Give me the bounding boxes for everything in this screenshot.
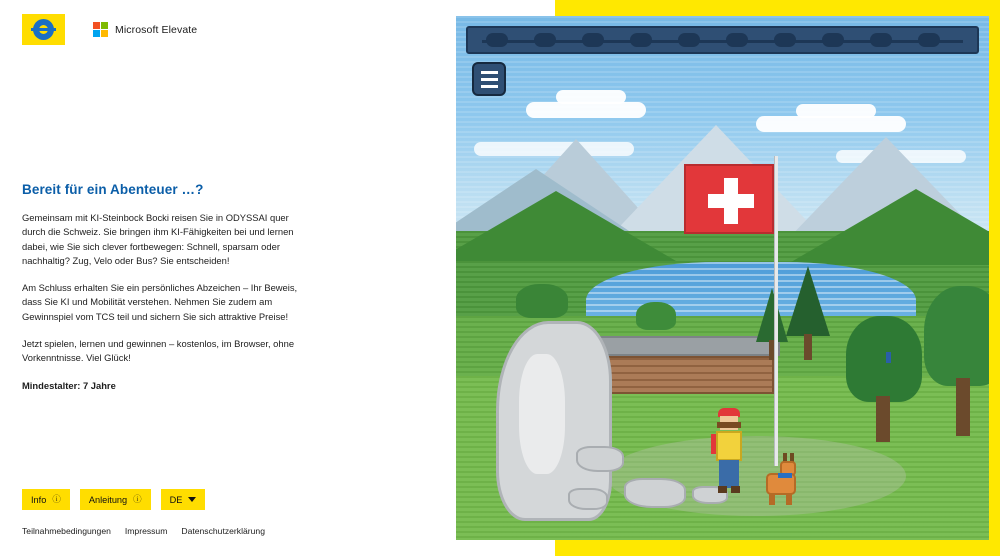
flag-cross-horizontal	[708, 194, 754, 208]
ibex-companion[interactable]	[764, 459, 798, 505]
tree-trunk	[804, 334, 812, 360]
rock	[624, 478, 686, 508]
swiss-flag	[684, 164, 774, 234]
info-button-label: Info	[31, 494, 47, 505]
chalet-wall	[584, 356, 774, 394]
character-boot-left	[718, 486, 727, 493]
top-bar-node	[678, 33, 700, 47]
deciduous-tree	[846, 316, 922, 402]
hill-slope-left	[456, 188, 676, 261]
flag-pole	[774, 156, 778, 466]
intro-paragraph-3: Jetzt spielen, lernen und gewinnen – kostenlos, im Browser, ohne Vorkenntnisse. Viel Glück!	[22, 338, 295, 364]
chalet-roof	[578, 336, 780, 356]
language-select-label: DE	[169, 494, 183, 505]
info-button[interactable]	[22, 489, 70, 510]
link-datenschutzerklaerung[interactable]: Datenschutzerklärung	[181, 526, 265, 536]
chevron-down-icon	[188, 497, 196, 502]
conifer-tree	[756, 288, 788, 342]
character-boot-right	[731, 486, 740, 493]
top-bar-node	[582, 33, 604, 47]
ibex-scarf	[778, 473, 792, 478]
intro-paragraph-2: Am Schluss erhalten Sie ein persönliches Abzeichen – Ihr Beweis, dass Sie KI und Mobilität verstehen. Nehmen Sie zudem am Gewinnspiel vom TCS teil und sichern Sie sich attraktive Preise!	[22, 282, 298, 322]
player-character[interactable]	[711, 408, 747, 508]
anleitung-button[interactable]	[80, 489, 151, 510]
info-circle-icon: ⓘ	[133, 494, 142, 505]
top-bar-node	[822, 33, 844, 47]
link-impressum[interactable]: Impressum	[124, 526, 168, 536]
top-bar-node	[534, 33, 556, 47]
top-bar-node	[870, 33, 892, 47]
top-bar-node	[774, 33, 796, 47]
info-circle-icon: ⓘ	[52, 494, 61, 505]
tree-trunk	[956, 378, 970, 436]
rock	[568, 488, 608, 510]
intro-paragraph-1: Gemeinsam mit KI-Steinbock Bocki reisen Sie in ODYSSAI quer durch die Schweiz. Sie bringen ihm KI-Fähigkeiten bei und lernen dabei, wie Sie sich clever fortbewegen: Schnell, sparsam oder nachhaltig? Zug, Velo oder Bus? Sie entscheiden!	[22, 212, 294, 266]
hamburger-icon-line	[481, 78, 498, 81]
top-bar-node	[726, 33, 748, 47]
game-viewport[interactable]	[456, 16, 989, 540]
microsoft-elevate-logo	[93, 22, 197, 37]
deciduous-tree	[924, 286, 989, 386]
ibex-leg-back	[786, 493, 792, 505]
game-panel	[555, 0, 1000, 556]
rock	[576, 446, 624, 472]
alpine-chalet[interactable]	[584, 336, 774, 394]
header-logos	[22, 14, 197, 45]
cloud	[796, 104, 876, 118]
conifer-tree	[786, 266, 830, 336]
microsoft-grid-icon	[93, 22, 108, 37]
ibex-logo[interactable]	[22, 14, 65, 45]
intro-content	[22, 182, 312, 393]
ibex-leg-front	[769, 493, 775, 505]
link-teilnahmebedingungen[interactable]: Teilnahmebedingungen	[22, 526, 111, 536]
game-top-bar[interactable]	[466, 26, 979, 54]
anleitung-button-label: Anleitung	[88, 494, 128, 505]
distant-hiker	[886, 352, 891, 363]
top-bar-node	[630, 33, 652, 47]
cloud	[526, 102, 646, 118]
action-buttons	[22, 489, 205, 510]
age-note: Mindestalter: 7 Jahre	[22, 379, 116, 391]
character-hair	[717, 422, 741, 428]
cloud	[556, 90, 626, 104]
character-jacket	[716, 431, 742, 461]
page-title: Bereit für ein Abenteuer …?	[22, 182, 204, 197]
microsoft-elevate-label: Microsoft Elevate	[115, 23, 198, 36]
hamburger-icon-line	[481, 85, 498, 88]
hamburger-menu-button[interactable]	[472, 62, 506, 96]
top-bar-node	[918, 33, 940, 47]
ibex-logo-mark	[33, 19, 54, 40]
character-legs	[719, 460, 739, 488]
tree-trunk	[876, 396, 890, 442]
hamburger-icon-line	[481, 71, 498, 74]
top-bar-node	[486, 33, 508, 47]
hill-slope-right	[786, 186, 989, 265]
bush	[516, 284, 568, 318]
language-select[interactable]	[161, 489, 206, 510]
footer-links	[22, 526, 265, 536]
bush	[636, 302, 676, 330]
